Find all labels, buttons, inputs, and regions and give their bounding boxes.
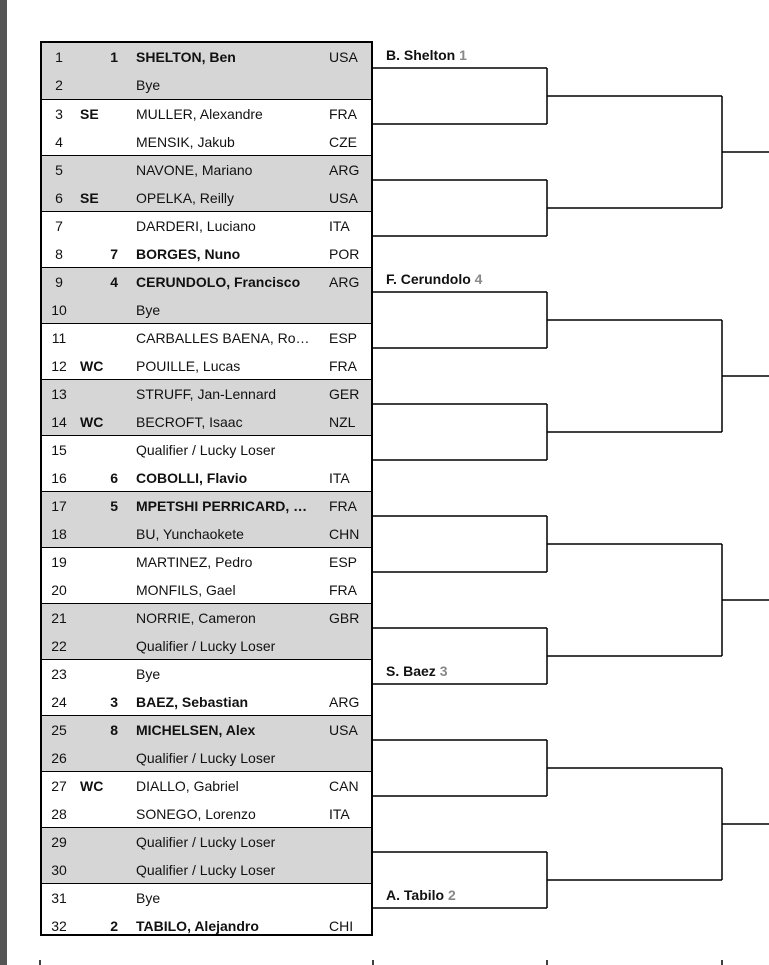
advancer-2 [386, 269, 482, 289]
player-number: 10 [51, 302, 67, 318]
player-country: ITA [329, 806, 350, 822]
player-seed: 4 [110, 274, 118, 290]
player-country: CHN [329, 526, 360, 542]
match-pair [42, 827, 371, 884]
player-row [42, 856, 371, 884]
player-row [42, 71, 371, 99]
player-number: 26 [51, 750, 67, 766]
player-number: 32 [51, 918, 67, 934]
player-country: FRA [329, 498, 357, 514]
player-row [42, 184, 371, 212]
player-number: 6 [55, 190, 63, 206]
advancer-1 [386, 45, 467, 65]
player-seed: 3 [110, 694, 118, 710]
player-number: 28 [51, 806, 67, 822]
player-row [42, 604, 371, 632]
player-row [42, 800, 371, 828]
player-number: 3 [55, 106, 63, 122]
player-country: POR [329, 246, 360, 262]
match-pair [42, 43, 371, 99]
match-pair [42, 715, 371, 772]
player-name: MENSIK, Jakub [136, 134, 235, 150]
player-row [42, 408, 371, 436]
player-row [42, 772, 371, 800]
player-name: CARBALLES BAENA, Ro… [136, 330, 310, 346]
player-number: 7 [55, 218, 63, 234]
player-row [42, 660, 371, 688]
player-number: 31 [51, 890, 67, 906]
advancer-name: S. Baez [386, 663, 436, 679]
advancer-4 [386, 885, 456, 905]
player-name: Bye [136, 890, 161, 906]
player-name: NAVONE, Mariano [136, 162, 253, 178]
player-seed: WC [80, 358, 104, 374]
player-name: POUILLE, Lucas [136, 358, 241, 374]
player-name: TABILO, Alejandro [136, 918, 259, 934]
player-row [42, 548, 371, 576]
player-row [42, 744, 371, 772]
player-seed: 7 [110, 246, 118, 262]
player-row [42, 380, 371, 408]
player-country: ARG [329, 162, 360, 178]
player-name: OPELKA, Reilly [136, 190, 235, 206]
player-row [42, 128, 371, 156]
advancer-seed: 1 [459, 47, 467, 63]
player-number: 16 [51, 470, 67, 486]
player-country: ESP [329, 330, 358, 346]
player-row [42, 688, 371, 716]
player-number: 4 [55, 134, 63, 150]
match-pair [42, 211, 371, 268]
player-country: NZL [329, 414, 356, 430]
player-row [42, 212, 371, 240]
advancer-name: F. Cerundolo [386, 271, 471, 287]
advancer-seed: 2 [447, 887, 456, 903]
player-name: BECROFT, Isaac [136, 414, 243, 430]
player-number: 12 [51, 358, 67, 374]
player-row [42, 492, 371, 520]
player-number: 5 [55, 162, 63, 178]
player-country: FRA [329, 106, 357, 122]
player-number: 2 [55, 77, 63, 93]
player-row [42, 352, 371, 380]
player-name: DARDERI, Luciano [136, 218, 256, 234]
player-number: 19 [51, 554, 67, 570]
player-name: Qualifier / Lucky Loser [136, 750, 276, 766]
player-row [42, 156, 371, 184]
player-country: ARG [329, 274, 360, 290]
draw-table [40, 41, 373, 936]
player-number: 18 [51, 526, 67, 542]
advancer-seed: 4 [474, 271, 483, 287]
player-row [42, 268, 371, 296]
player-country: GBR [329, 610, 360, 626]
advancer-name: B. Shelton [386, 47, 456, 63]
player-number: 27 [51, 778, 67, 794]
player-row [42, 240, 371, 268]
advancer-seed: 3 [439, 663, 448, 679]
player-country: ESP [329, 554, 358, 570]
match-pair [42, 99, 371, 156]
player-row [42, 716, 371, 744]
player-name: STRUFF, Jan-Lennard [136, 386, 277, 402]
match-pair [42, 155, 371, 212]
player-name: SHELTON, Ben [136, 49, 236, 65]
player-row [42, 43, 371, 71]
player-seed: 2 [110, 918, 118, 934]
player-name: SONEGO, Lorenzo [136, 806, 256, 822]
player-number: 29 [51, 834, 67, 850]
player-row [42, 828, 371, 856]
player-name: MARTINEZ, Pedro [136, 554, 253, 570]
player-number: 23 [51, 666, 67, 682]
player-number: 14 [51, 414, 67, 430]
player-country: USA [329, 722, 358, 738]
player-name: NORRIE, Cameron [136, 610, 256, 626]
player-name: Bye [136, 77, 161, 93]
player-row [42, 632, 371, 660]
player-name: MPETSHI PERRICARD, … [136, 498, 308, 514]
player-number: 25 [51, 722, 67, 738]
match-pair [42, 323, 371, 380]
player-name: MULLER, Alexandre [136, 106, 263, 122]
player-row [42, 464, 371, 492]
player-number: 9 [55, 274, 63, 290]
match-pair [42, 491, 371, 548]
player-name: Qualifier / Lucky Loser [136, 862, 276, 878]
player-row [42, 520, 371, 548]
match-pair [42, 603, 371, 660]
player-name: Bye [136, 302, 161, 318]
player-country: USA [329, 49, 358, 65]
player-name: Qualifier / Lucky Loser [136, 638, 276, 654]
player-country: CHI [329, 918, 354, 934]
player-country: ITA [329, 470, 350, 486]
player-country: ITA [329, 218, 350, 234]
player-number: 17 [51, 498, 67, 514]
player-name: CERUNDOLO, Francisco [136, 274, 301, 290]
match-pair [42, 435, 371, 492]
player-number: 24 [51, 694, 67, 710]
player-country: ARG [329, 694, 360, 710]
player-row [42, 436, 371, 464]
player-country: CZE [329, 134, 357, 150]
advancer-3 [386, 661, 448, 681]
player-number: 30 [51, 862, 67, 878]
player-name: Qualifier / Lucky Loser [136, 834, 276, 850]
player-seed: SE [80, 190, 99, 206]
player-country: USA [329, 190, 358, 206]
player-row [42, 912, 371, 940]
player-row [42, 100, 371, 128]
player-seed: WC [80, 778, 104, 794]
player-number: 22 [51, 638, 67, 654]
match-pair [42, 379, 371, 436]
player-number: 1 [55, 49, 63, 65]
player-row [42, 884, 371, 912]
player-number: 21 [51, 610, 67, 626]
player-country: FRA [329, 582, 357, 598]
player-seed: WC [80, 414, 104, 430]
player-name: Qualifier / Lucky Loser [136, 442, 276, 458]
match-pair [42, 883, 371, 940]
player-row [42, 576, 371, 604]
player-row [42, 324, 371, 352]
match-pair [42, 659, 371, 716]
player-seed: 8 [110, 722, 118, 738]
match-pair [42, 267, 371, 324]
player-name: BORGES, Nuno [136, 246, 241, 262]
player-seed: 6 [110, 470, 118, 486]
player-seed: 1 [110, 49, 118, 65]
player-seed: 5 [110, 498, 118, 514]
player-country: CAN [329, 778, 359, 794]
player-row [42, 296, 371, 324]
player-number: 8 [55, 246, 63, 262]
player-number: 15 [51, 442, 67, 458]
player-name: MONFILS, Gael [136, 582, 236, 598]
player-number: 11 [51, 330, 67, 346]
player-name: DIALLO, Gabriel [136, 778, 239, 794]
player-name: COBOLLI, Flavio [136, 470, 248, 486]
match-pair [42, 547, 371, 604]
player-name: Bye [136, 666, 161, 682]
advancer-name: A. Tabilo [386, 887, 445, 903]
player-seed: SE [80, 106, 99, 122]
player-name: MICHELSEN, Alex [136, 722, 256, 738]
player-name: BU, Yunchaokete [136, 526, 244, 542]
player-country: GER [329, 386, 360, 402]
player-name: BAEZ, Sebastian [136, 694, 249, 710]
match-pair [42, 771, 371, 828]
player-country: FRA [329, 358, 357, 374]
player-number: 20 [51, 582, 67, 598]
player-number: 13 [51, 386, 67, 402]
